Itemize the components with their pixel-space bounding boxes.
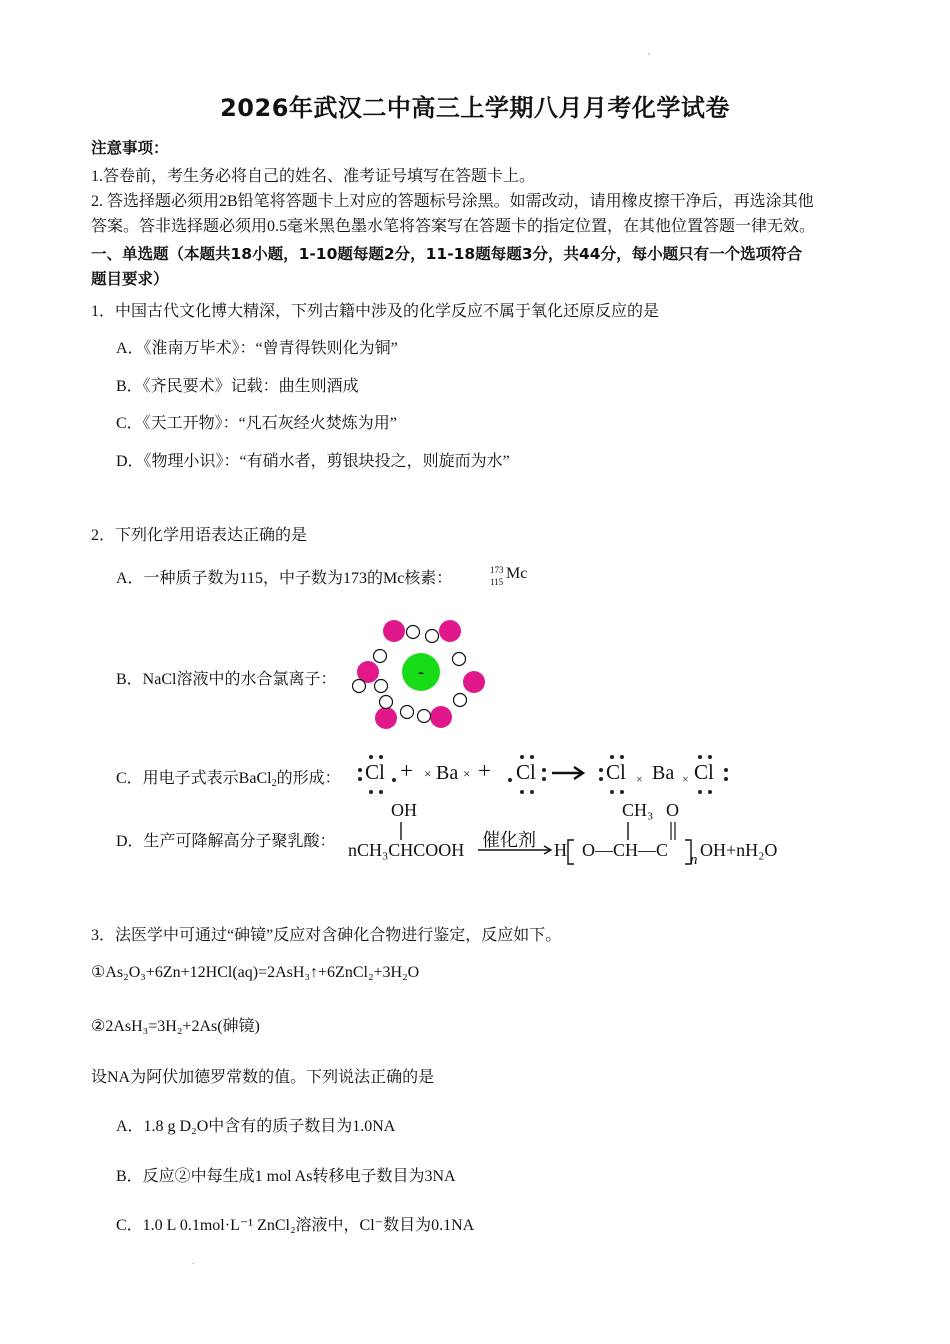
formula-cl-1: Cl [365,760,385,784]
hydrogen-atom [439,620,461,642]
q2-option-c [116,765,341,789]
notice-heading: 注意事项： [91,139,169,157]
section-heading-line-1: 一、单选题（本题共18小题，1-10题每题2分，11-18题每题3分，共44分，每小题只有一个选项符合 [91,245,803,263]
q3-option-c: C．1.0 L 0.1mol·L⁻¹ ZnCl₂溶液中，Cl⁻数目为0.1NA [116,1217,475,1234]
oxygen-atom [418,710,431,723]
formula-x-4: × [682,772,689,786]
product-chain: O—CH—C [582,840,669,860]
hydrogen-atom [383,620,405,642]
reactant-oh: OH [391,800,417,820]
q2-option-c-text-pre: C．用电子式表示BaCl [116,770,272,787]
formula-plus-1: + [400,758,413,783]
page-title: 2026年武汉二中高三上学期八月月考化学试卷 [220,94,730,122]
reactant-formula: nCH₃CHCOOH [348,840,465,860]
q2-option-b: B．NaCl溶液中的水合氯离子： [116,671,337,688]
hydrated-chloride-diagram [346,612,496,738]
q2-option-c-sub: 2 [271,778,277,789]
q2-nuclide-mass: 173 [490,565,504,575]
hydrogen-atom [375,707,397,729]
oxygen-atom [407,626,420,639]
q2-option-c-text-post: 的形成： [276,770,341,787]
q2-stem: 2．下列化学用语表达正确的是 [91,527,308,544]
oxygen-atom [453,653,466,666]
q3-stem: 3．法医学中可通过“砷镜”反应对含砷化合物进行鉴定，反应如下。 [91,927,562,944]
q1-stem: 1．中国古代文化博大精深，下列古籍中涉及的化学反应不属于氧化还原反应的是 [91,303,660,320]
formula-x-3: × [636,772,643,786]
q1-option-c: C．《天工开物》：“凡石灰经火焚炼为用” [116,415,397,432]
q3-option-a: A．1.8 g D₂O中含有的质子数目为1.0NA [116,1118,396,1135]
q1-option-b: B．《齐民要术》记载：曲生则酒成 [116,378,359,395]
oxygen-atom [380,696,393,709]
reaction-arrow [552,766,586,780]
q2-nuclide-atomic: 115 [490,577,504,587]
oxygen-atom [426,630,439,643]
oxygen-atom [375,680,388,693]
oxygen-atom [374,650,387,663]
product-carbonyl-o: O [666,800,679,820]
repeat-count-n: n [690,852,698,868]
q3-equation-1: ①As₂O₃+6Zn+12HCl(aq)=2AsH₃↑+6ZnCl₂+3H₂O [91,964,420,981]
q1-option-d: D．《物理小识》：“有硝水者，剪银块投之，则旋而为水” [116,453,510,470]
product-tail: OH+nH₂O [700,840,778,860]
formula-ba-2: Ba [652,762,675,784]
q3-setup: 设NA为阿伏加德罗常数的值。下列说法正确的是 [91,1069,435,1086]
q1-option-a: A．《淮南万毕术》：“曾青得铁则化为铜” [116,340,398,357]
q3-equation-2: ②2AsH₃=3H₂+2As(砷镜) [91,1018,260,1035]
oxygen-atom [353,680,366,693]
formula-x-2: × [463,766,471,781]
chloride-charge: - [418,662,424,682]
formula-x-1: × [424,766,432,781]
header-mark: ' [648,52,650,63]
notice-item-2-line-1: 2. 答选择题必须用2B铅笔将答题卡上对应的答题标号涂黑。如需改动，请用橡皮擦干净后，再选涂其他 [91,193,814,210]
q2-nuclide-symbol: Mc [506,565,528,582]
oxygen-atom [454,694,467,707]
hydrogen-atom [430,706,452,728]
formula-cl-4: Cl [694,760,714,784]
formula-cl-2: Cl [516,760,536,784]
formula-plus-2: + [478,758,491,783]
formula-ba-1: Ba [436,762,459,784]
hydrogen-atom [463,671,485,693]
footer-mark: . [192,1256,195,1267]
notice-item-1: 1.答卷前，考生务必将自己的姓名、准考证号填写在答题卡上。 [91,168,536,185]
q2-option-d: D．生产可降解高分子聚乳酸： [116,833,336,850]
q2-option-a [116,565,452,588]
polymer-structure-lines [390,820,710,870]
notice-item-2-line-2: 答案。答非选择题必须用0.5毫米黑色墨水笔将答案写在答题卡的指定位置，在其他位置答题一律无效。 [91,218,816,235]
section-heading-line-2: 题目要求） [91,270,169,288]
q3-option-b: B．反应②中每生成1 mol As转移电子数目为3NA [116,1168,456,1185]
q2-option-a-text: A．一种质子数为115，中子数为173的Mc核素： [116,570,453,587]
product-h: H [554,840,567,860]
formula-cl-3: Cl [606,760,626,784]
catalyst-label: 催化剂 [482,830,536,850]
oxygen-atom [401,706,414,719]
product-ch3: CH₃ [622,800,654,820]
